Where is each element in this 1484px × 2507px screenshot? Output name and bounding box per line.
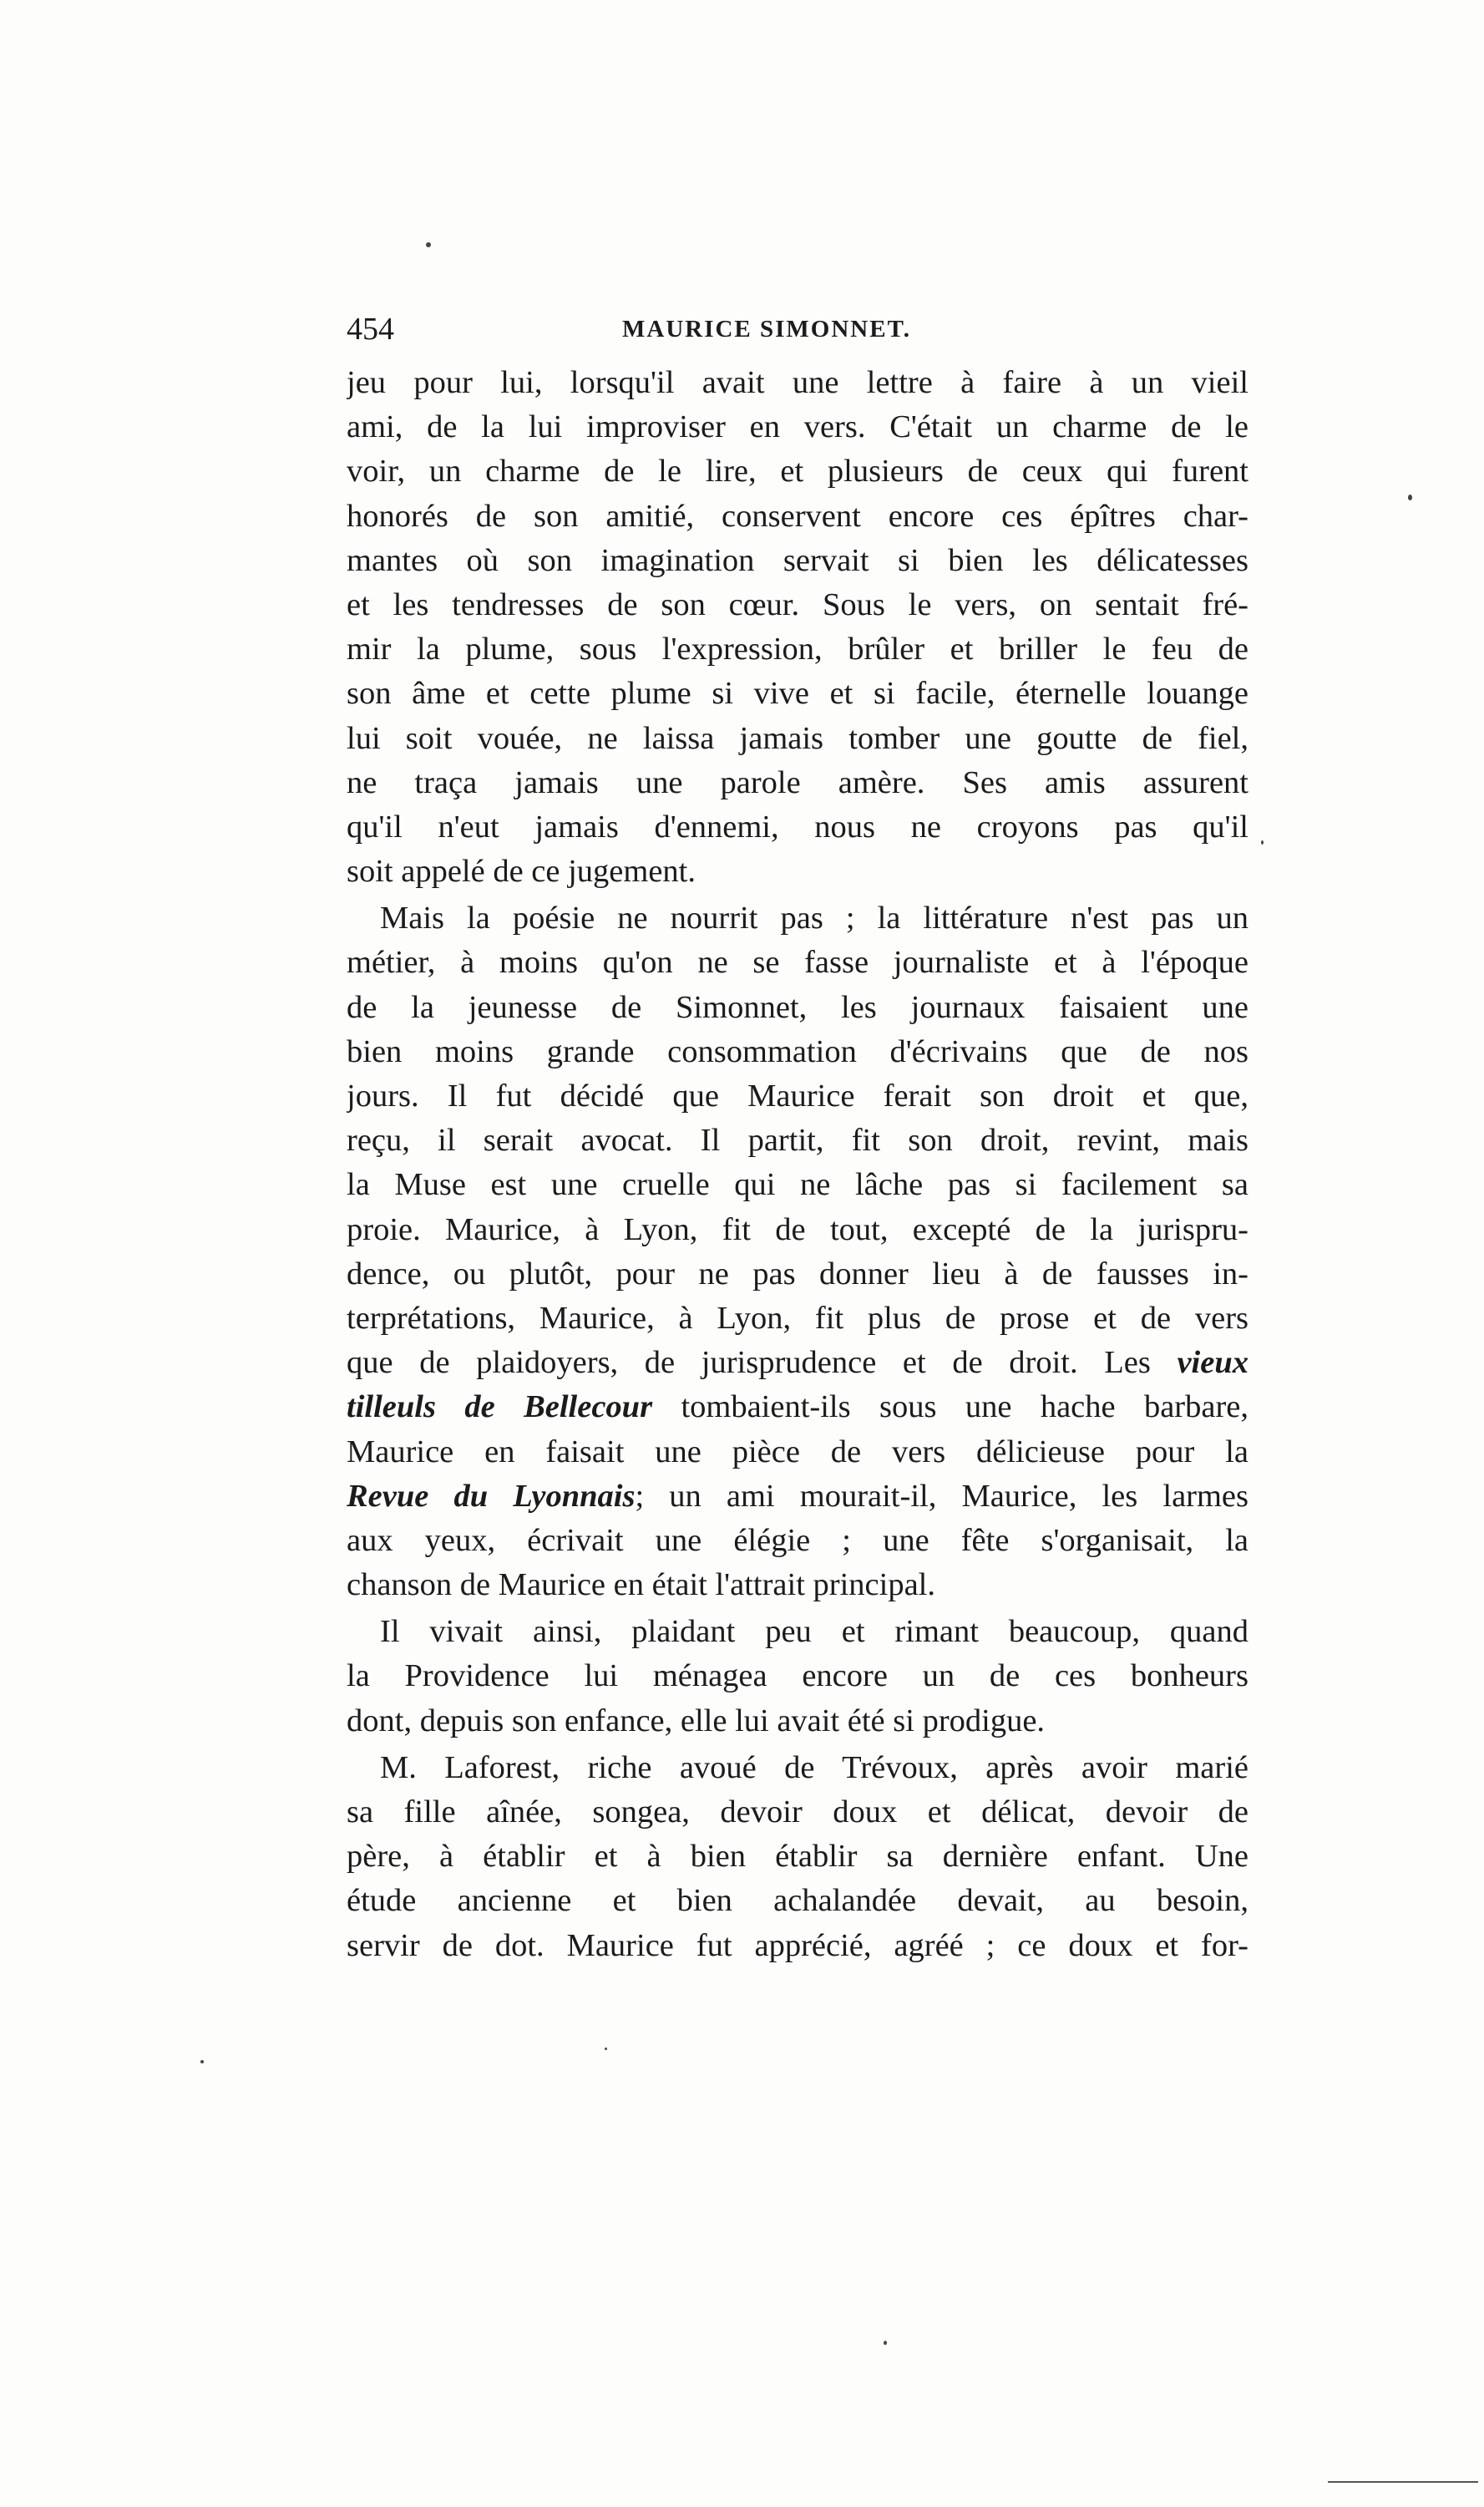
text-line: ne traça jamais une parole amère. Ses amis assurent	[347, 764, 1248, 800]
text-line: la Muse est une cruelle qui ne lâche pas si facilement sa	[347, 1167, 1248, 1203]
text-line: servir de dot. Maurice fut apprécié, agréé ; ce doux et for-	[347, 1927, 1248, 1963]
italic-phrase: vieux	[1177, 1345, 1248, 1381]
text-line: père, à établir et à bien établir sa dernière enfant. Une	[347, 1839, 1248, 1875]
text-line: mir la plume, sous l'expression, brûler et briller le feu de	[347, 632, 1248, 667]
text-line: dence, ou plutôt, pour ne pas donner lieu à de fausses in-	[347, 1256, 1248, 1292]
scan-speck	[1408, 495, 1412, 500]
running-title: MAURICE SIMONNET.	[622, 316, 912, 343]
text-line: étude ancienne et bien achalandée devait, au besoin,	[347, 1883, 1248, 1919]
text-line: chanson de Maurice en était l'attrait principal.	[347, 1567, 935, 1603]
text-line: jeu pour lui, lorsqu'il avait une lettre à faire à un vieil	[347, 365, 1248, 400]
text-line: M. Laforest, riche avoué de Trévoux, après avoir marié	[380, 1749, 1248, 1785]
page-header	[347, 311, 1248, 361]
text-line: soit appelé de ce jugement.	[347, 854, 696, 890]
text-line: Il vivait ainsi, plaidant peu et rimant beaucoup, quand	[380, 1614, 1248, 1650]
text-line: et les tendresses de son cœur. Sous le vers, on sentait fré-	[347, 586, 1248, 622]
text-fragment: que de plaidoyers, de jurisprudence et de droit. Les	[347, 1345, 1151, 1381]
scan-speck	[200, 2060, 204, 2063]
text-line: lui soit vouée, ne laissa jamais tomber une goutte de fiel,	[347, 720, 1248, 756]
text-fragment: ; un ami mourait-il, Maurice, les larmes	[635, 1478, 1248, 1514]
text-line: son âme et cette plume si vive et si facile, éternelle louange	[347, 676, 1248, 712]
text-line: reçu, il serait avocat. Il partit, fit son droit, revint, mais	[347, 1123, 1248, 1159]
text-line: de la jeunesse de Simonnet, les journaux faisaient une	[347, 989, 1248, 1025]
text-line: bien moins grande consommation d'écrivains que de nos	[347, 1033, 1248, 1069]
scan-speck	[884, 2341, 887, 2345]
text-line: Maurice en faisait une pièce de vers délicieuse pour la	[347, 1434, 1248, 1469]
italic-phrase: tilleuls de Bellecour	[347, 1389, 653, 1425]
text-line: dont, depuis son enfance, elle lui avait été si prodigue.	[347, 1703, 1046, 1738]
scan-speck	[605, 2048, 607, 2050]
text-line: honorés de son amitié, conservent encore ces épîtres char-	[347, 498, 1248, 534]
italic-journal-title: Revue du Lyonnais	[347, 1478, 636, 1514]
text-line: métier, à moins qu'on ne se fasse journaliste et à l'époque	[347, 945, 1248, 981]
text-line	[347, 1474, 1248, 1519]
text-line: voir, un charme de le lire, et plusieurs de ceux qui furent	[347, 454, 1248, 490]
text-line	[347, 1385, 1248, 1429]
text-line	[347, 1341, 1248, 1385]
text-fragment: tombaient-ils sous une hache barbare,	[681, 1389, 1248, 1425]
text-line: qu'il n'eut jamais d'ennemi, nous ne croyons pas qu'il	[347, 809, 1248, 845]
text-line: jours. Il fut décidé que Maurice ferait son droit et que,	[347, 1078, 1248, 1114]
text-line: sa fille aînée, songea, devoir doux et délicat, devoir de	[347, 1794, 1248, 1830]
text-line: proie. Maurice, à Lyon, fit de tout, excepté de la jurispru-	[347, 1211, 1248, 1247]
text-line: aux yeux, écrivait une élégie ; une fête s'organisait, la	[347, 1522, 1248, 1558]
body-text	[347, 361, 1248, 1968]
text-line: terprétations, Maurice, à Lyon, fit plus de prose et de vers	[347, 1300, 1248, 1336]
text-line: la Providence lui ménagea encore un de ces bonheurs	[347, 1658, 1248, 1694]
scan-speck	[1261, 840, 1264, 845]
text-line: Mais la poésie ne nourrit pas ; la littérature n'est pas un	[380, 901, 1248, 936]
scan-speck	[426, 242, 431, 247]
text-line: mantes où son imagination servait si bien les délicatesses	[347, 542, 1248, 578]
scan-edge-line	[1328, 2481, 1478, 2483]
text-line: ami, de la lui improviser en vers. C'était un charme de le	[347, 409, 1248, 445]
page-number: 454	[347, 312, 394, 347]
